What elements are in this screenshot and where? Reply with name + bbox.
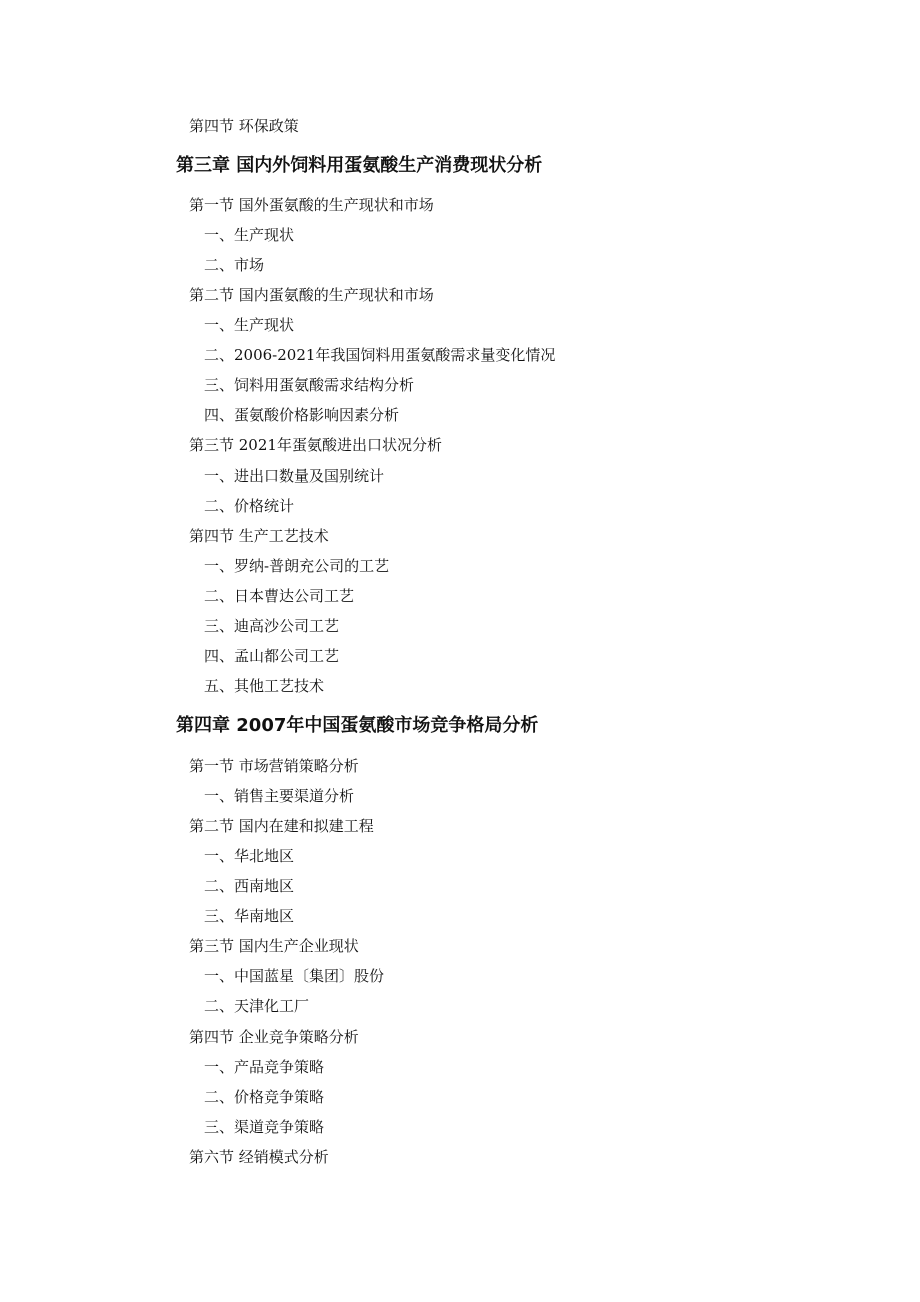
toc-item: 二、西南地区 (204, 877, 295, 895)
toc-section: 第二节 国内蛋氨酸的生产现状和市场 (189, 286, 434, 304)
toc-item: 二、价格竞争策略 (204, 1088, 325, 1106)
toc-item: 二、日本曹达公司工艺 (204, 587, 355, 605)
toc-item: 一、进出口数量及国别统计 (204, 467, 385, 485)
toc-item: 二、2006-2021年我国饲料用蛋氨酸需求量变化情况 (204, 346, 556, 364)
toc-section: 第一节 国外蛋氨酸的生产现状和市场 (189, 196, 434, 214)
toc-item: 一、中国蓝星〔集团〕股份 (204, 967, 385, 985)
toc-chapter-title: 第三章 国内外饲料用蛋氨酸生产消费现状分析 (176, 155, 543, 176)
toc-item: 一、罗纳-普朗充公司的工艺 (204, 557, 390, 575)
toc-item: 四、孟山都公司工艺 (204, 647, 340, 665)
toc-item: 三、渠道竞争策略 (204, 1118, 325, 1136)
toc-item: 三、迪高沙公司工艺 (204, 617, 340, 635)
toc-item: 一、产品竞争策略 (204, 1058, 325, 1076)
toc-section: 第四节 企业竞争策略分析 (189, 1028, 359, 1046)
toc-item: 二、价格统计 (204, 497, 295, 515)
toc-item: 三、华南地区 (204, 907, 295, 925)
toc-item: 二、市场 (204, 256, 265, 274)
toc-section: 第四节 生产工艺技术 (189, 527, 329, 545)
toc-section: 第三节 国内生产企业现状 (189, 937, 359, 955)
toc-item: 三、饲料用蛋氨酸需求结构分析 (204, 376, 415, 394)
toc-item: 一、生产现状 (204, 316, 295, 334)
toc-section: 第六节 经销模式分析 (189, 1148, 329, 1166)
toc-chapter-title: 第四章 2007年中国蛋氨酸市场竞争格局分析 (176, 715, 539, 736)
toc-item: 一、华北地区 (204, 847, 295, 865)
toc-item: 一、销售主要渠道分析 (204, 787, 355, 805)
toc-section: 第四节 环保政策 (189, 117, 299, 135)
toc-item: 一、生产现状 (204, 226, 295, 244)
toc-section: 第二节 国内在建和拟建工程 (189, 817, 374, 835)
toc-item: 四、蛋氨酸价格影响因素分析 (204, 406, 400, 424)
toc-item: 五、其他工艺技术 (204, 677, 325, 695)
toc-item: 二、天津化工厂 (204, 997, 310, 1015)
toc-section: 第三节 2021年蛋氨酸进出口状况分析 (189, 436, 442, 454)
toc-section: 第一节 市场营销策略分析 (189, 757, 359, 775)
